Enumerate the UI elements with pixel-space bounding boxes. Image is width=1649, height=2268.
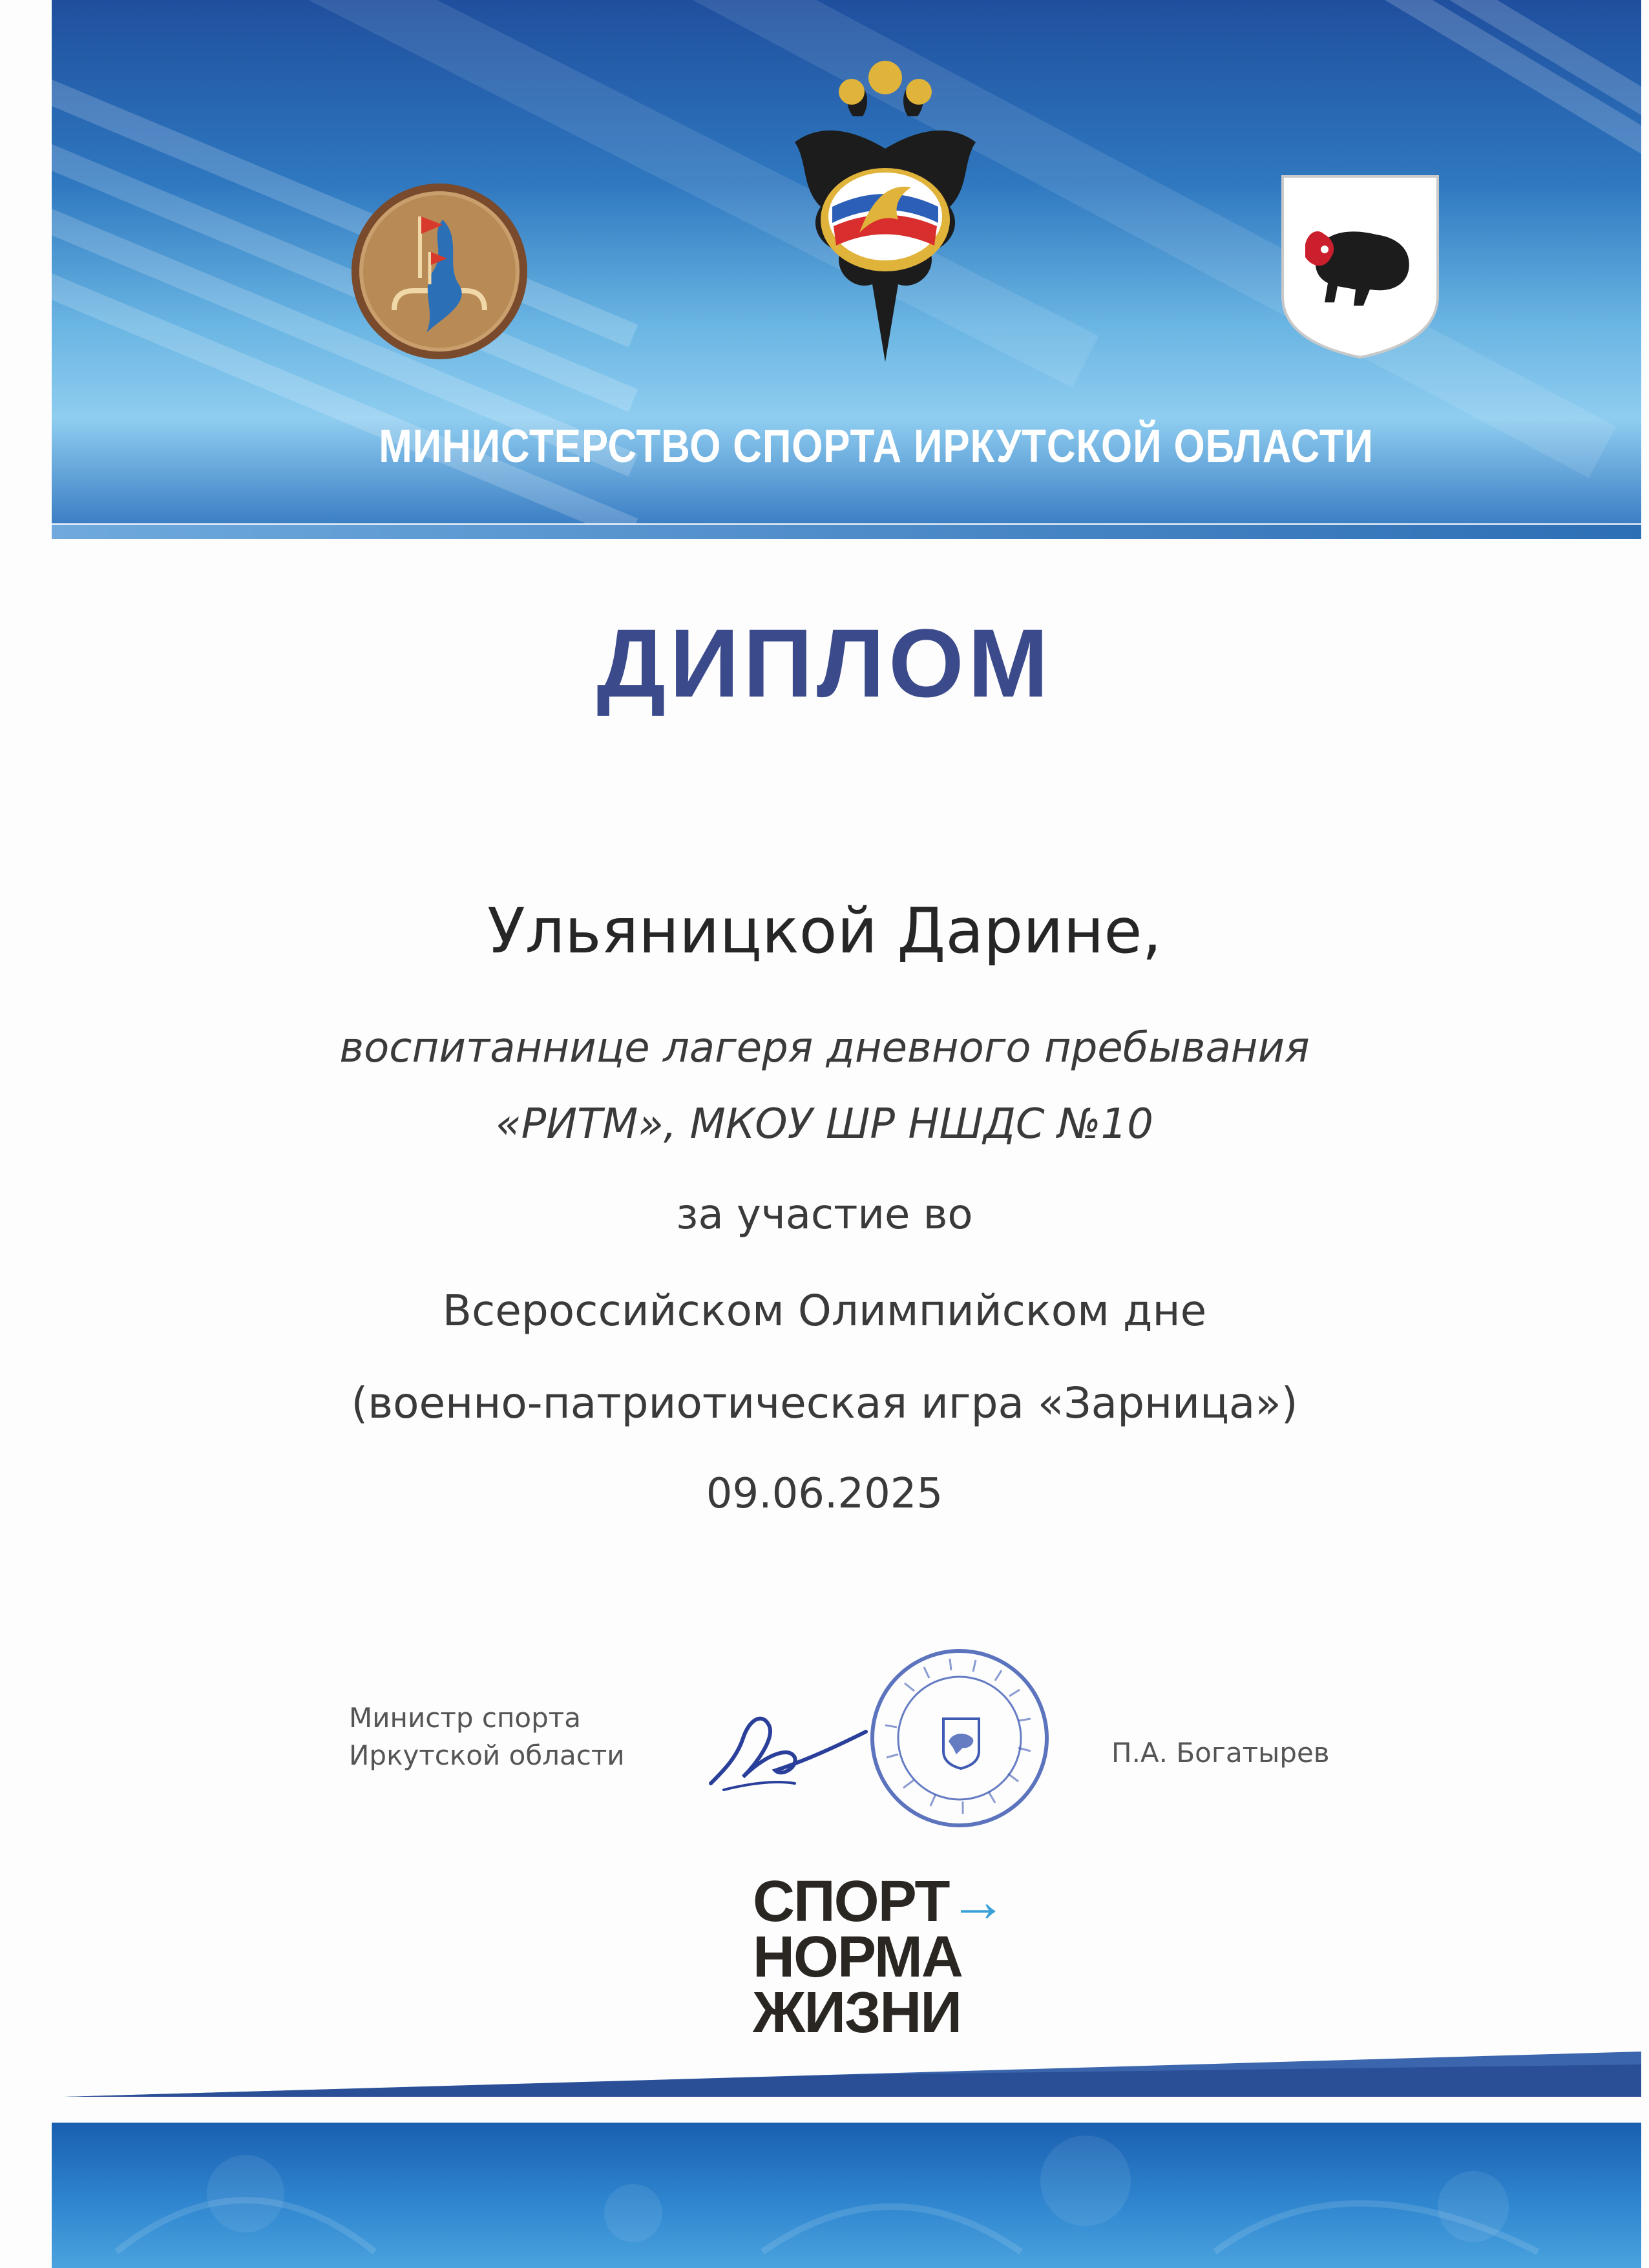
reason-line-1: за участие во bbox=[676, 1191, 973, 1239]
ministry-title: МИНИСТЕРСТВО СПОРТА ИРКУТСКОЙ ОБЛАСТИ bbox=[379, 421, 1374, 472]
slogan-line-1: СПОРТ bbox=[753, 1869, 949, 1934]
slogan-logo bbox=[753, 1869, 1006, 2045]
description-line-2: «РИТМ», МКОУ ШР НШДС №10 bbox=[496, 1100, 1153, 1148]
signer-position bbox=[349, 1699, 625, 1774]
event-date: 09.06.2025 bbox=[706, 1470, 943, 1518]
regional-sport-emblem-icon bbox=[349, 181, 530, 362]
recipient-name: Ульяницкой Дарине, bbox=[487, 895, 1162, 967]
reason-line-3: (военно-патриотическая игра «Зарница») bbox=[351, 1378, 1298, 1428]
official-round-stamp-icon bbox=[866, 1644, 1053, 1832]
description-line-1: воспитаннице лагеря дневного пребывания bbox=[339, 1024, 1310, 1072]
banner-underline bbox=[52, 525, 1641, 539]
irkutsk-coat-of-arms-icon bbox=[1279, 173, 1441, 361]
footer-banner bbox=[52, 2123, 1641, 2268]
ministry-double-headed-eagle-emblem-icon bbox=[782, 52, 989, 375]
diploma-title: ДИПЛОМ bbox=[596, 609, 1053, 717]
signer-position-line-2: Иркутской области bbox=[349, 1739, 625, 1771]
signer-position-line-1: Министр спорта bbox=[349, 1702, 581, 1734]
footer-sports-pattern bbox=[52, 2123, 1641, 2268]
signer-name: П.А. Богатырев bbox=[1111, 1737, 1330, 1769]
slogan-line-2: НОРМА bbox=[753, 1925, 962, 1990]
reason-line-2: Всероссийском Олимпийском дне bbox=[442, 1286, 1207, 1336]
footer-stripe-band bbox=[65, 2052, 1641, 2097]
slogan-arrow-icon: → bbox=[949, 1869, 1006, 1934]
header-banner bbox=[52, 0, 1641, 523]
slogan-line-3: ЖИЗНИ bbox=[753, 1980, 961, 2045]
